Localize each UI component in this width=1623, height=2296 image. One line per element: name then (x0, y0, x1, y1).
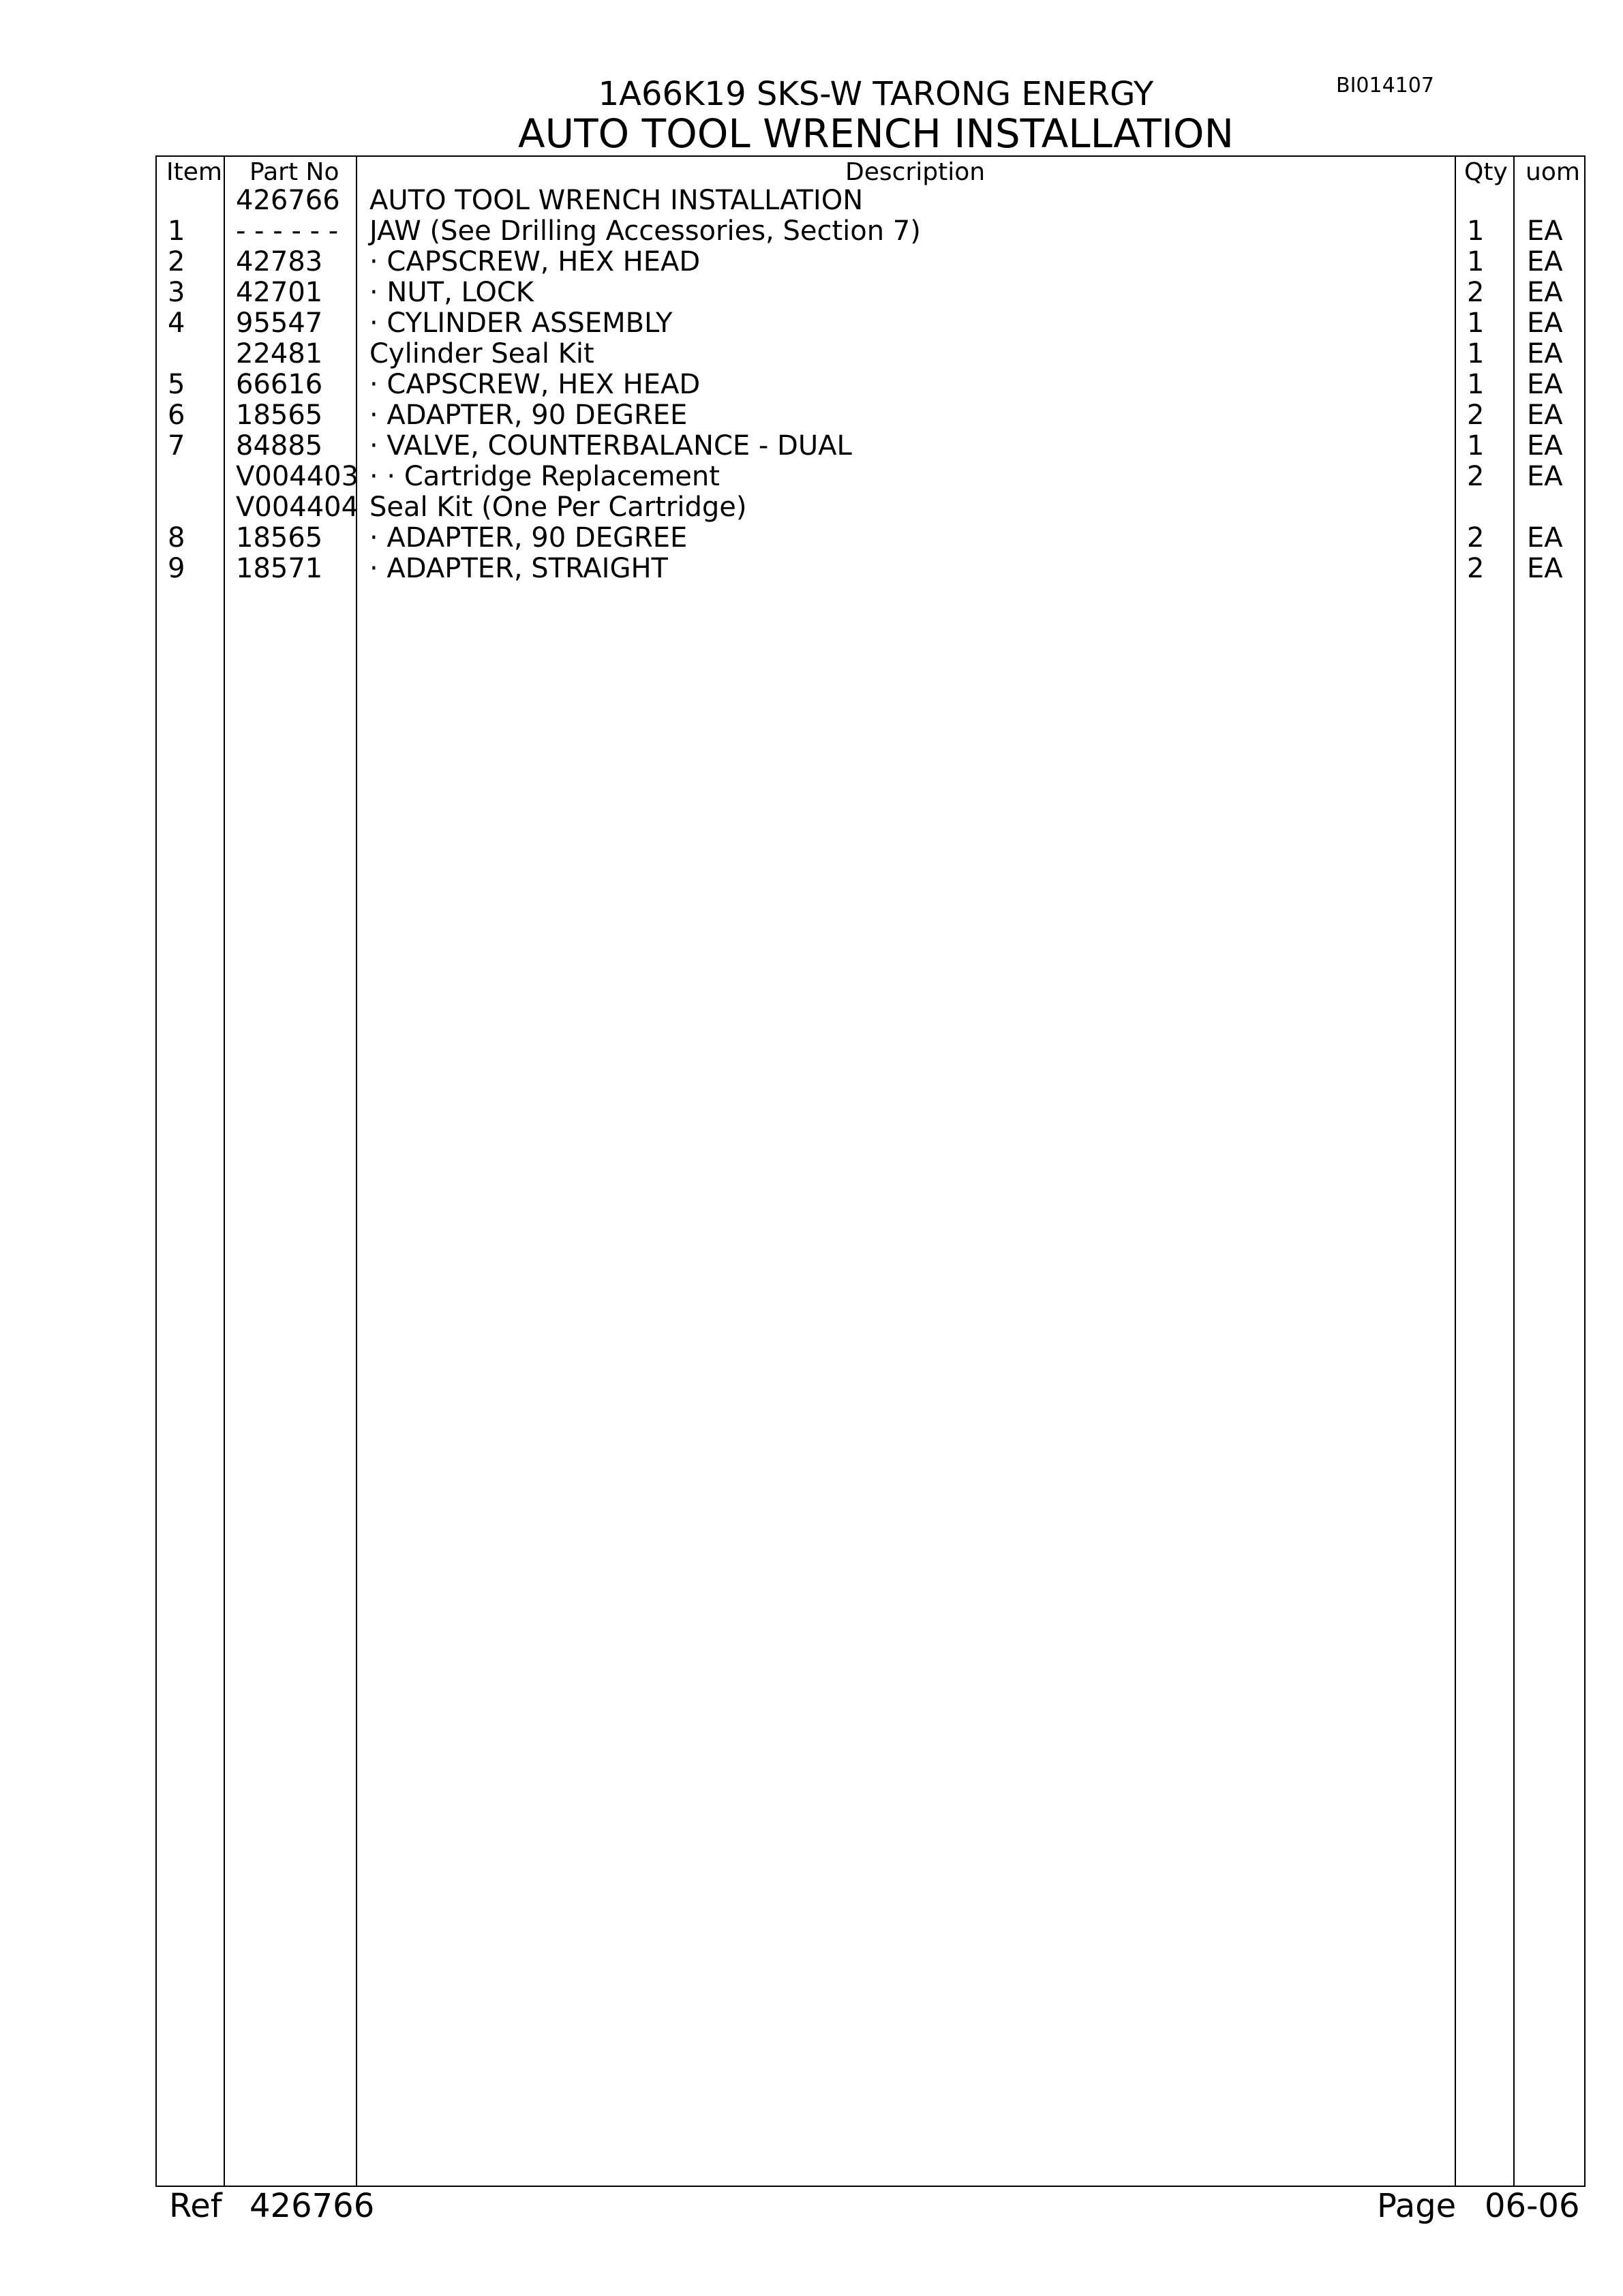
document-reference: BI014107 (1336, 74, 1434, 97)
row-part-no: 66616 (236, 369, 323, 400)
table-row (0, 523, 1623, 554)
row-uom: EA (1527, 215, 1563, 247)
row-description: Seal Kit (One Per Cartridge) (369, 492, 747, 523)
table-row (0, 247, 1623, 277)
footer-page-value: 06-06 (1485, 2187, 1580, 2225)
row-part-no: 22481 (236, 338, 323, 369)
table-row (0, 462, 1623, 492)
row-description: Cylinder Seal Kit (369, 338, 594, 369)
row-item: 2 (168, 246, 185, 277)
row-description: · ADAPTER, 90 DEGREE (369, 399, 688, 431)
row-qty: 2 (1467, 553, 1485, 584)
row-description: · ADAPTER, STRAIGHT (369, 553, 668, 584)
row-uom: EA (1527, 430, 1563, 462)
row-description: · ADAPTER, 90 DEGREE (369, 522, 688, 554)
footer-ref-label: Ref (169, 2187, 222, 2225)
row-uom: EA (1527, 338, 1563, 369)
row-qty: 1 (1467, 246, 1485, 277)
row-part-no: - - - - - - (236, 215, 339, 247)
row-description: · CAPSCREW, HEX HEAD (369, 246, 701, 277)
row-description: · CAPSCREW, HEX HEAD (369, 369, 701, 400)
row-qty: 2 (1467, 277, 1485, 308)
table-row (0, 400, 1623, 431)
row-part-no: V004403 (236, 461, 359, 492)
row-item: 8 (168, 522, 185, 554)
row-description: · CYLINDER ASSEMBLY (369, 307, 673, 339)
footer-page-label: Page (1377, 2187, 1457, 2225)
table-row (0, 431, 1623, 462)
row-uom: EA (1527, 277, 1563, 308)
row-qty: 2 (1467, 522, 1485, 554)
column-header-uom: uom (1526, 158, 1580, 186)
row-part-no: 42783 (236, 246, 323, 277)
row-qty: 1 (1467, 430, 1485, 462)
row-uom: EA (1527, 522, 1563, 554)
row-qty: 1 (1467, 215, 1485, 247)
row-description: · NUT, LOCK (369, 277, 534, 308)
row-uom: EA (1527, 307, 1563, 339)
row-qty: 2 (1467, 399, 1485, 431)
row-uom: EA (1527, 246, 1563, 277)
row-item: 7 (168, 430, 185, 462)
row-item: 4 (168, 307, 185, 339)
row-item: 5 (168, 369, 185, 400)
row-uom: EA (1527, 553, 1563, 584)
table-row (0, 492, 1623, 523)
table-row (0, 277, 1623, 308)
column-header-part-no: Part No (249, 158, 339, 186)
table-row (0, 339, 1623, 369)
row-part-no: 18565 (236, 399, 323, 431)
table-row (0, 185, 1623, 216)
row-part-no: 18565 (236, 522, 323, 554)
row-qty: 1 (1467, 307, 1485, 339)
row-part-no: 84885 (236, 430, 323, 462)
table-row (0, 554, 1623, 584)
row-part-no: 426766 (236, 185, 340, 216)
row-item: 9 (168, 553, 185, 584)
row-item: 3 (168, 277, 185, 308)
row-uom: EA (1527, 399, 1563, 431)
row-description: · · Cartridge Replacement (369, 461, 720, 492)
row-description: · VALVE, COUNTERBALANCE - DUAL (369, 430, 852, 462)
section-title: AUTO TOOL WRENCH INSTALLATION (518, 110, 1234, 157)
row-qty: 2 (1467, 461, 1485, 492)
document-title: 1A66K19 SKS-W TARONG ENERGY (598, 75, 1154, 113)
row-item: 6 (168, 399, 185, 431)
table-row (0, 369, 1623, 400)
column-header-item: Item (166, 158, 222, 186)
footer-ref-value: 426766 (249, 2187, 375, 2225)
column-header-description: Description (845, 158, 986, 186)
column-header-qty: Qty (1464, 158, 1508, 186)
row-part-no: V004404 (236, 492, 359, 523)
row-uom: EA (1527, 369, 1563, 400)
table-row (0, 308, 1623, 339)
row-qty: 1 (1467, 369, 1485, 400)
row-part-no: 18571 (236, 553, 323, 584)
table-row (0, 216, 1623, 247)
row-qty: 1 (1467, 338, 1485, 369)
row-part-no: 42701 (236, 277, 323, 308)
row-description: JAW (See Drilling Accessories, Section 7) (369, 215, 921, 247)
row-description: AUTO TOOL WRENCH INSTALLATION (369, 185, 864, 216)
row-part-no: 95547 (236, 307, 323, 339)
row-item: 1 (168, 215, 185, 247)
row-uom: EA (1527, 461, 1563, 492)
